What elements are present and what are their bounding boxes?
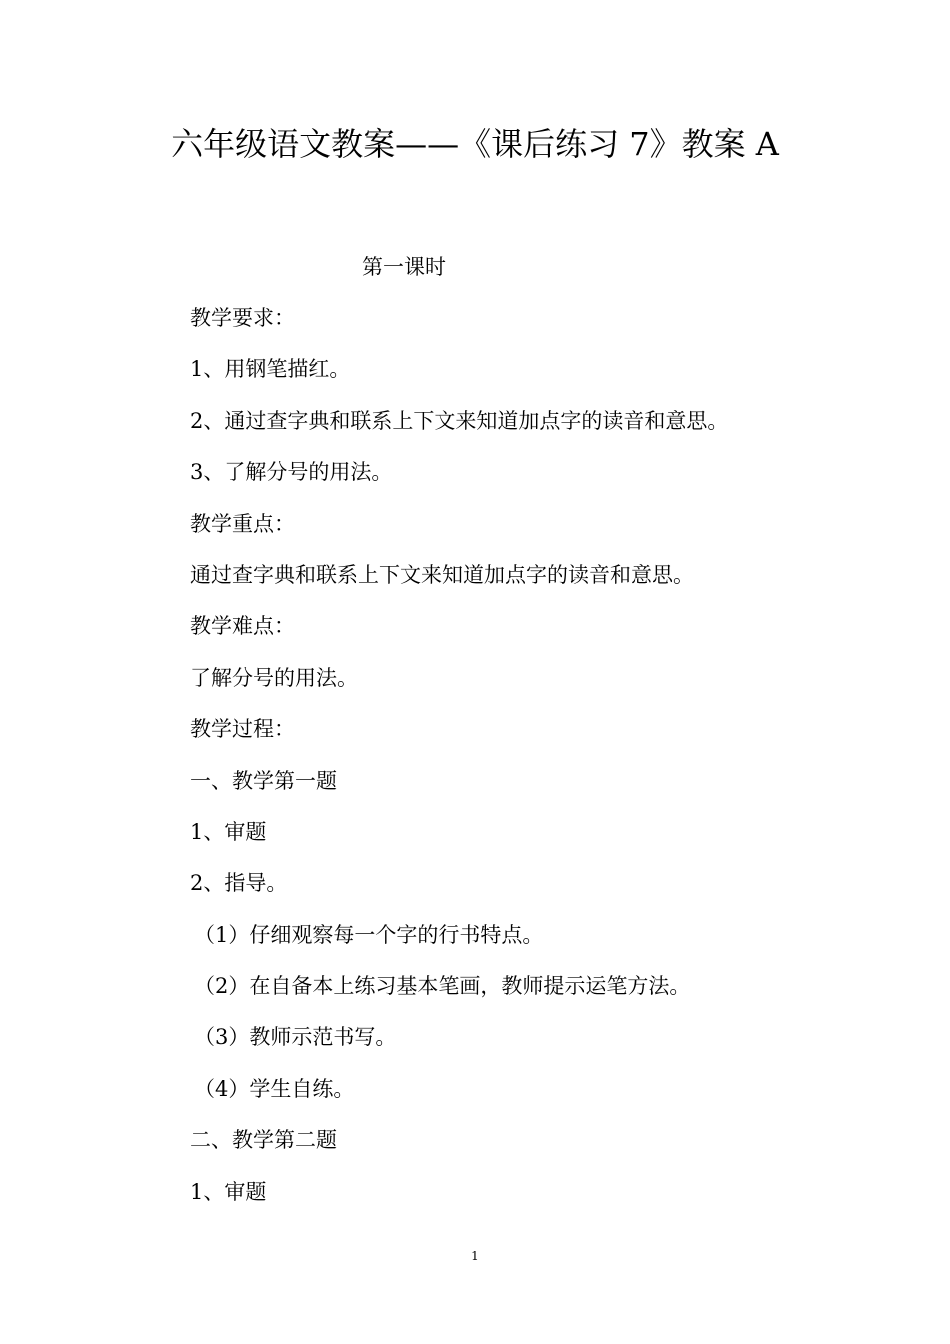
process-step-heading: 二、教学第二题 bbox=[190, 1128, 337, 1153]
requirement-item: 3、了解分号的用法。 bbox=[190, 460, 393, 485]
requirement-item: 1、用钢笔描红。 bbox=[190, 357, 351, 382]
document-title: 六年级语文教案——《课后练习 7》教案 A bbox=[171, 125, 779, 163]
key-point-text: 通过查字典和联系上下文来知道加点字的读音和意思。 bbox=[190, 562, 694, 587]
lesson-subtitle: 第一课时 bbox=[362, 255, 446, 279]
section-heading-key-points: 教学重点： bbox=[190, 511, 295, 536]
requirement-item: 2、通过查字典和联系上下文来知道加点字的读音和意思。 bbox=[190, 408, 729, 433]
section-heading-difficulties: 教学难点： bbox=[190, 614, 295, 639]
page-number: 1 bbox=[471, 1249, 479, 1263]
process-subitem: （2）在自备本上练习基本笔画，教师提示运笔方法。 bbox=[194, 974, 691, 999]
process-subitem: （3）教师示范书写。 bbox=[194, 1025, 397, 1050]
document-body bbox=[190, 303, 910, 1228]
process-subitem: （4）学生自练。 bbox=[194, 1076, 355, 1101]
process-item: 2、指导。 bbox=[190, 871, 288, 896]
process-step-heading: 一、教学第一题 bbox=[190, 768, 337, 793]
section-heading-process: 教学过程： bbox=[190, 717, 295, 742]
section-heading-requirements: 教学要求： bbox=[190, 306, 295, 330]
difficulty-text: 了解分号的用法。 bbox=[190, 665, 358, 690]
process-subitem: （1）仔细观察每一个字的行书特点。 bbox=[194, 922, 544, 947]
process-item: 1、审题 bbox=[190, 1179, 267, 1204]
process-item: 1、审题 bbox=[190, 819, 267, 844]
